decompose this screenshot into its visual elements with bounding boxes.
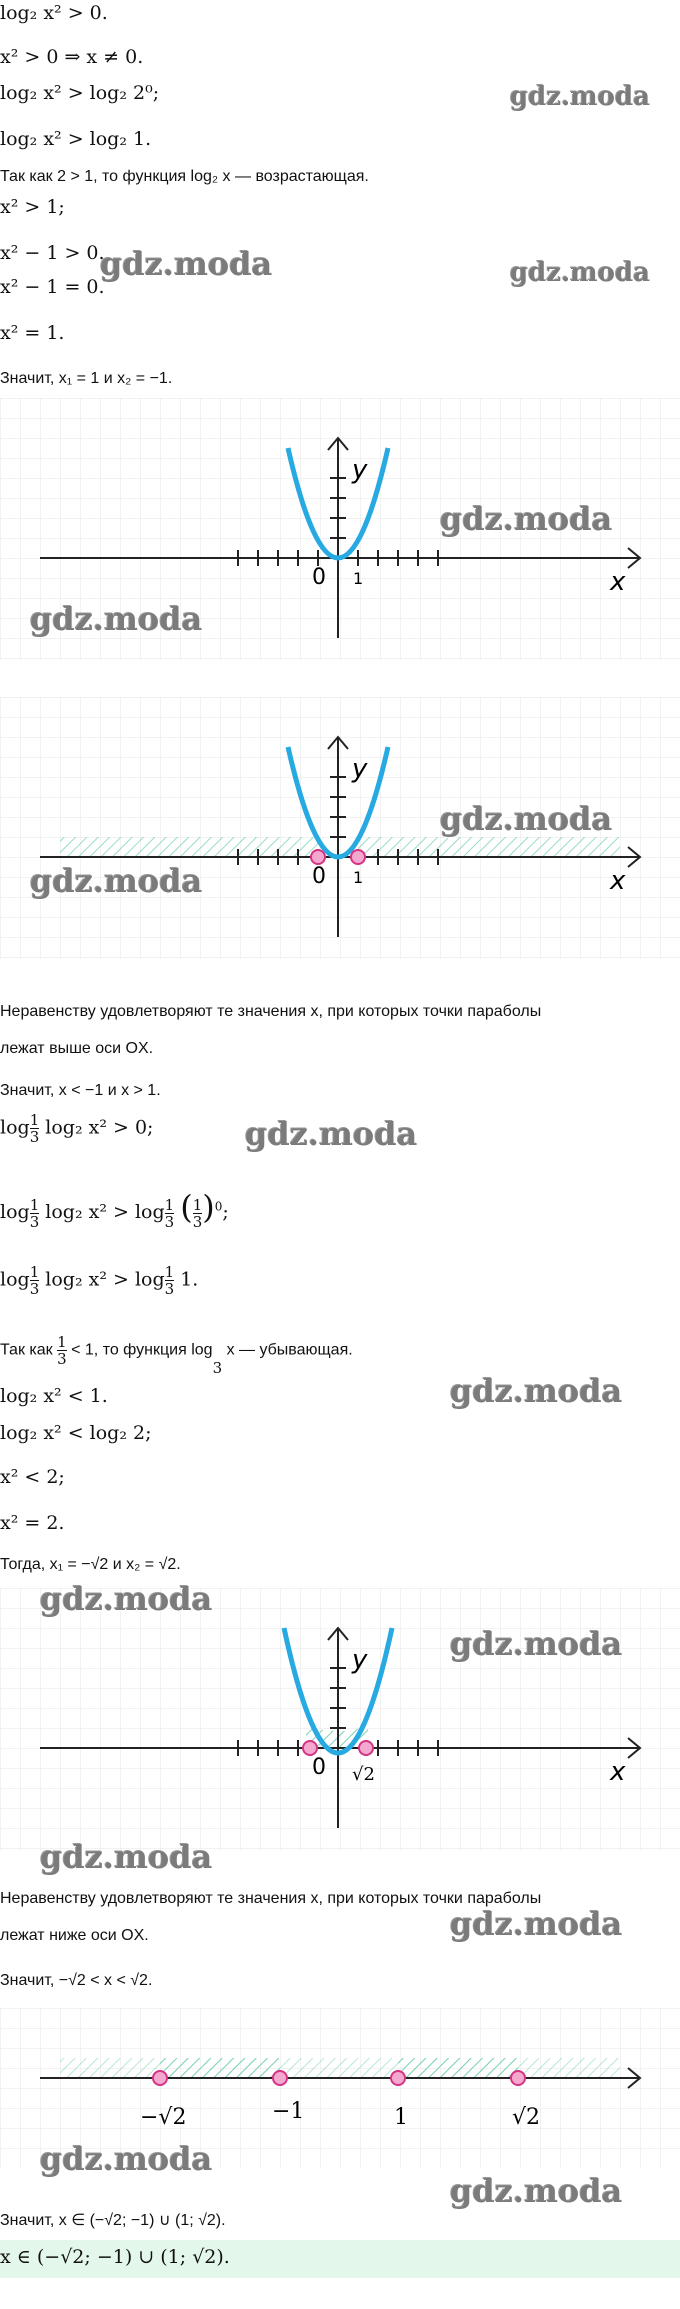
point-one [351, 850, 365, 864]
line-17: Так как $\frac{1}{3}$ < 1, то функция log 3 x — убывающая. [0, 1333, 353, 1377]
svg-text:x: x [610, 1757, 626, 1787]
watermark: gdz.moda [40, 2140, 213, 2178]
watermark: gdz.moda [450, 1625, 623, 1663]
line-2: x² > 0 ⇒ x ≠ 0. [0, 46, 144, 68]
watermark: gdz.moda [440, 800, 613, 838]
line-21: x² = 2. [0, 1512, 65, 1534]
watermark: gdz.moda [30, 600, 203, 638]
line-11: Неравенству удовлетворяют те значения x, при которых точки параболы [0, 1003, 542, 1020]
line-18: log₂ x² < 1. [0, 1385, 108, 1407]
label-minus-sqrt2: −√2 [140, 2105, 187, 2130]
svg-text:1: 1 [353, 868, 364, 887]
line-16: log $\frac{1}{3}$ log₂ x² > log $\frac{1}{3}$ 1. [0, 1263, 199, 1298]
line-26: Значит, x ∈ (−√2; −1) ∪ (1; √2). [0, 2212, 226, 2229]
watermark: gdz.moda [510, 82, 651, 112]
line-22: Тогда, x₁ = −√2 и x₂ = √2. [0, 1556, 181, 1573]
x-label: x [610, 567, 626, 597]
line-1: log₂ x² > 0. [0, 2, 108, 24]
line-6: x² > 1; [0, 196, 65, 218]
svg-text:y: y [352, 754, 368, 784]
line-20: x² < 2; [0, 1466, 65, 1488]
watermark: gdz.moda [40, 1580, 213, 1618]
svg-text:x: x [610, 866, 626, 896]
line-13: Значит, x < −1 и x > 1. [0, 1082, 161, 1099]
watermark: gdz.moda [450, 1905, 623, 1943]
answer-box [0, 2240, 680, 2278]
svg-text:0: 0 [312, 1755, 326, 1780]
watermark: gdz.moda [40, 1838, 213, 1876]
svg-text:y: y [352, 1645, 368, 1675]
watermark: gdz.moda [510, 258, 651, 288]
watermark: gdz.moda [245, 1115, 418, 1153]
line-7: x² − 1 > 0. [0, 242, 105, 264]
line-14: log $\frac{1}{3}$ log₂ x² > 0; [0, 1111, 154, 1146]
point-minus-one [311, 850, 325, 864]
line-25: Значит, −√2 < x < √2. [0, 1972, 153, 1989]
label-minus-one: −1 [272, 2099, 305, 2124]
origin-label: 0 [312, 565, 326, 590]
line-10: Значит, x₁ = 1 и x₂ = −1. [0, 370, 173, 387]
line-5: Так как 2 > 1, то функция log₂ x — возрастающая. [0, 168, 369, 185]
line-3: log₂ x² > log₂ 2⁰; [0, 82, 160, 104]
svg-text:0: 0 [312, 864, 326, 889]
label-one: 1 [394, 2105, 408, 2130]
line-24: лежат ниже оси OX. [0, 1927, 149, 1944]
line-9: x² = 1. [0, 322, 65, 344]
watermark: gdz.moda [450, 2172, 623, 2210]
watermark: gdz.moda [30, 862, 203, 900]
point-sqrt2 [359, 1741, 373, 1755]
line-12: лежат выше оси OX. [0, 1040, 154, 1057]
watermark: gdz.moda [440, 500, 613, 538]
label-sqrt2: √2 [512, 2105, 541, 2130]
point-minus-sqrt2 [303, 1741, 317, 1755]
line-23: Неравенству удовлетворяют те значения x, при которых точки параболы [0, 1890, 542, 1907]
line-15: log $\frac{1}{3}$ log₂ x² > log $\frac{1}{3}$ ( $\frac{1}{3}$ )$^0$; [0, 1188, 229, 1231]
sqrt2-label: √2 [352, 1764, 375, 1785]
line-4: log₂ x² > log₂ 1. [0, 128, 152, 150]
line-8: x² − 1 = 0. [0, 276, 105, 298]
one-label: 1 [353, 569, 364, 588]
y-label: y [352, 455, 368, 485]
watermark: gdz.moda [100, 245, 273, 283]
line-19: log₂ x² < log₂ 2; [0, 1422, 152, 1444]
answer-text: x ∈ (−√2; −1) ∪ (1; √2). [0, 2246, 230, 2268]
watermark: gdz.moda [450, 1372, 623, 1410]
